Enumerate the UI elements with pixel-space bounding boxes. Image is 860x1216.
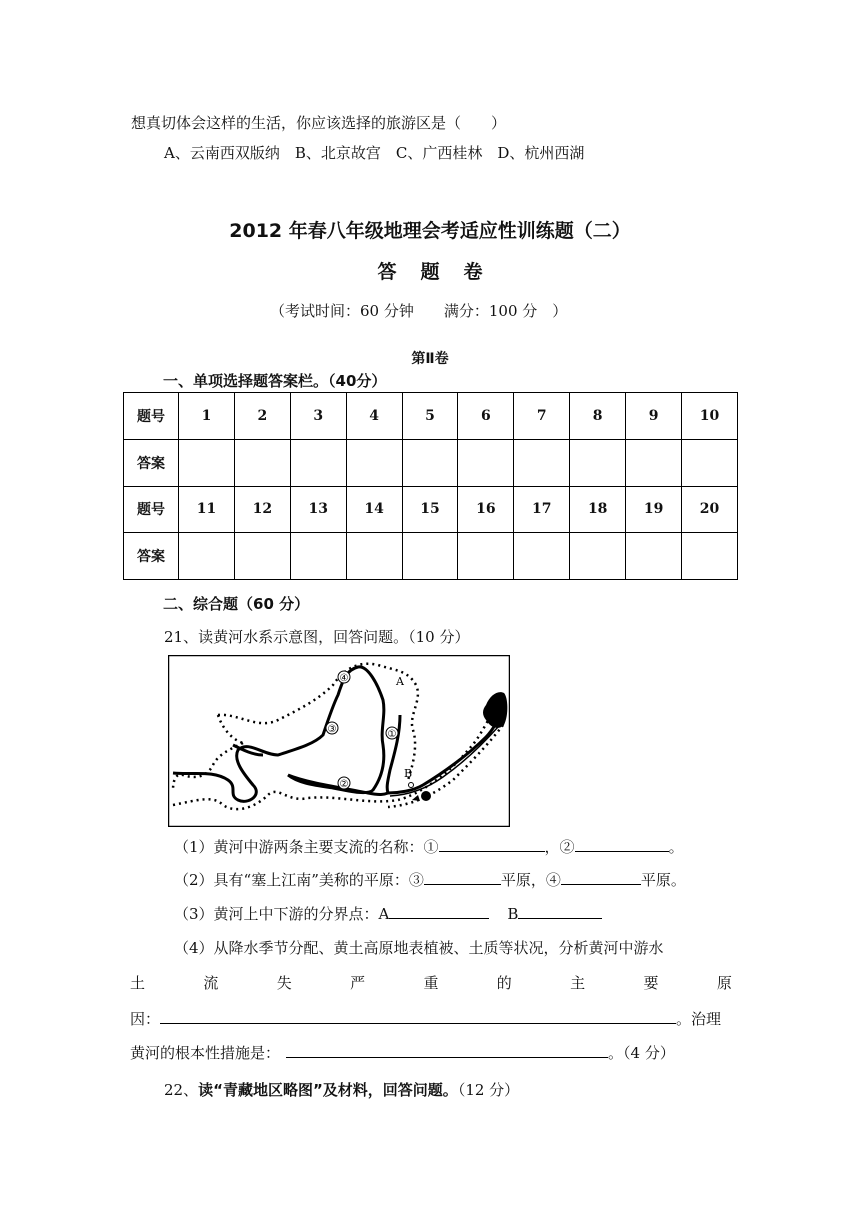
answer-cell[interactable]	[570, 439, 626, 486]
q21-sub4-line1: （4）从降水季节分配、黄土高原地表植被、土质等状况，分析黄河中游水	[174, 939, 664, 957]
question-number-cell: 7	[514, 393, 570, 440]
answer-blank[interactable]	[575, 837, 669, 852]
q22-num: 22、	[164, 1081, 199, 1099]
section2-heading: 二、综合题（60 分）	[163, 595, 310, 613]
table-row	[124, 393, 738, 440]
prev-question-options: A、云南西双版纳 B、北京故宫 C、广西桂林 D、杭州西湖	[164, 144, 585, 162]
answer-cell[interactable]	[626, 533, 682, 580]
question-number-cell: 18	[570, 486, 626, 533]
q21-sub4-line3-end: 。治理	[676, 1010, 722, 1028]
volume-label: 第Ⅱ卷	[411, 351, 449, 367]
answer-cell[interactable]	[179, 533, 235, 580]
page-title: 2012 年春八年级地理会考适应性训练题（二）	[229, 220, 631, 242]
answer-cell[interactable]	[290, 533, 346, 580]
question-number-cell: 13	[290, 486, 346, 533]
q21-sub3-b: B	[507, 905, 519, 923]
answer-blank[interactable]	[286, 1043, 608, 1058]
q21-sub3	[174, 903, 602, 924]
label-3: ③	[327, 724, 337, 735]
answer-cell[interactable]	[458, 533, 514, 580]
spread-char: 土	[130, 974, 146, 992]
label-1: ①	[387, 729, 397, 740]
row-label-question: 题号	[124, 393, 179, 440]
answer-blank[interactable]	[389, 904, 489, 919]
q22-score: （12 分）	[457, 1081, 520, 1099]
answer-blank[interactable]	[518, 904, 602, 919]
row-label-answer: 答案	[124, 533, 179, 580]
answer-cell[interactable]	[458, 439, 514, 486]
spread-char: 重	[423, 974, 439, 992]
answer-blank[interactable]	[439, 837, 545, 852]
question-number-cell: 10	[682, 393, 738, 440]
answer-blank[interactable]	[424, 870, 501, 885]
label-a: A	[396, 675, 404, 688]
q21-sub3-text: （3）黄河上中下游的分界点：A	[174, 905, 390, 923]
question-number-cell: 16	[458, 486, 514, 533]
question-number-cell: 9	[626, 393, 682, 440]
answer-cell[interactable]	[290, 439, 346, 486]
mount-tai-dot	[421, 791, 431, 801]
spread-char: 原	[716, 974, 732, 992]
spread-char: 要	[643, 974, 659, 992]
q21-sub2-text: （2）具有“塞上江南”美称的平原：③	[174, 871, 424, 889]
spread-char: 流	[203, 974, 219, 992]
answer-cell[interactable]	[514, 439, 570, 486]
question-number-cell: 19	[626, 486, 682, 533]
question-number-cell: 12	[234, 486, 290, 533]
q21-sub1-end: 。	[668, 838, 684, 856]
q21-sub2-end: 平原。	[640, 871, 686, 889]
spread-char: 主	[570, 974, 586, 992]
label-4: ④	[339, 673, 349, 684]
prev-question-line: 想真切体会这样的生活，你应该选择的旅游区是（ ）	[131, 114, 507, 132]
label-b: B	[404, 767, 413, 780]
answer-cell[interactable]	[346, 439, 402, 486]
question-number-cell: 4	[346, 393, 402, 440]
question-number-cell: 8	[570, 393, 626, 440]
spread-char: 的	[496, 974, 512, 992]
q21-sub4-line4	[130, 1042, 675, 1063]
q22-prompt	[164, 1079, 519, 1100]
question-number-cell: 14	[346, 486, 402, 533]
question-number-cell: 3	[290, 393, 346, 440]
table-row	[124, 533, 738, 580]
question-number-cell: 6	[458, 393, 514, 440]
q22-text: 读“青藏地区略图”及材料，回答问题。	[198, 1081, 458, 1099]
table-row	[124, 486, 738, 533]
q21-sub4-line4-end: 。（4 分）	[608, 1044, 675, 1062]
answer-cell[interactable]	[402, 533, 458, 580]
answer-cell[interactable]	[570, 533, 626, 580]
q21-sub4-line3	[130, 1008, 721, 1029]
q21-sub1-text: （1）黄河中游两条主要支流的名称：①	[174, 838, 439, 856]
question-number-cell: 15	[402, 486, 458, 533]
point-b	[409, 783, 414, 788]
spread-char: 失	[276, 974, 292, 992]
q21-sub4-line4-start: 黄河的根本性措施是：	[130, 1044, 281, 1062]
q21-sub2-mid: 平原，④	[500, 871, 561, 889]
q21-sub1-sep: ，②	[544, 838, 575, 856]
answer-cell[interactable]	[234, 439, 290, 486]
q21-sub1	[174, 836, 684, 857]
label-2: ②	[339, 779, 349, 790]
section1-heading: 一、单项选择题答案栏。（40分）	[163, 372, 387, 390]
row-label-question: 题号	[124, 486, 179, 533]
q21-sub4-line2	[130, 972, 732, 993]
exam-info: （考试时间：60 分钟 满分：100 分 ）	[270, 302, 568, 320]
answer-cell[interactable]	[234, 533, 290, 580]
q21-sub4-line3-start: 因：	[130, 1010, 161, 1028]
answer-cell[interactable]	[682, 439, 738, 486]
question-number-cell: 17	[514, 486, 570, 533]
question-number-cell: 20	[682, 486, 738, 533]
question-number-cell: 5	[402, 393, 458, 440]
row-label-answer: 答案	[124, 439, 179, 486]
answer-cell[interactable]	[514, 533, 570, 580]
page-subtitle: 答题卷	[377, 261, 507, 283]
spread-char: 严	[350, 974, 366, 992]
question-number-cell: 11	[179, 486, 235, 533]
q21-prompt: 21、读黄河水系示意图，回答问题。（10 分）	[164, 628, 470, 646]
answer-table	[123, 392, 738, 580]
answer-cell[interactable]	[346, 533, 402, 580]
yellow-river-map	[168, 655, 510, 827]
answer-blank[interactable]	[561, 870, 641, 885]
question-number-cell: 1	[179, 393, 235, 440]
table-row	[124, 439, 738, 486]
answer-blank[interactable]	[160, 1009, 676, 1024]
answer-cell[interactable]	[682, 533, 738, 580]
q21-sub2	[174, 869, 686, 890]
answer-cell[interactable]	[402, 439, 458, 486]
answer-cell[interactable]	[179, 439, 235, 486]
answer-cell[interactable]	[626, 439, 682, 486]
question-number-cell: 2	[234, 393, 290, 440]
